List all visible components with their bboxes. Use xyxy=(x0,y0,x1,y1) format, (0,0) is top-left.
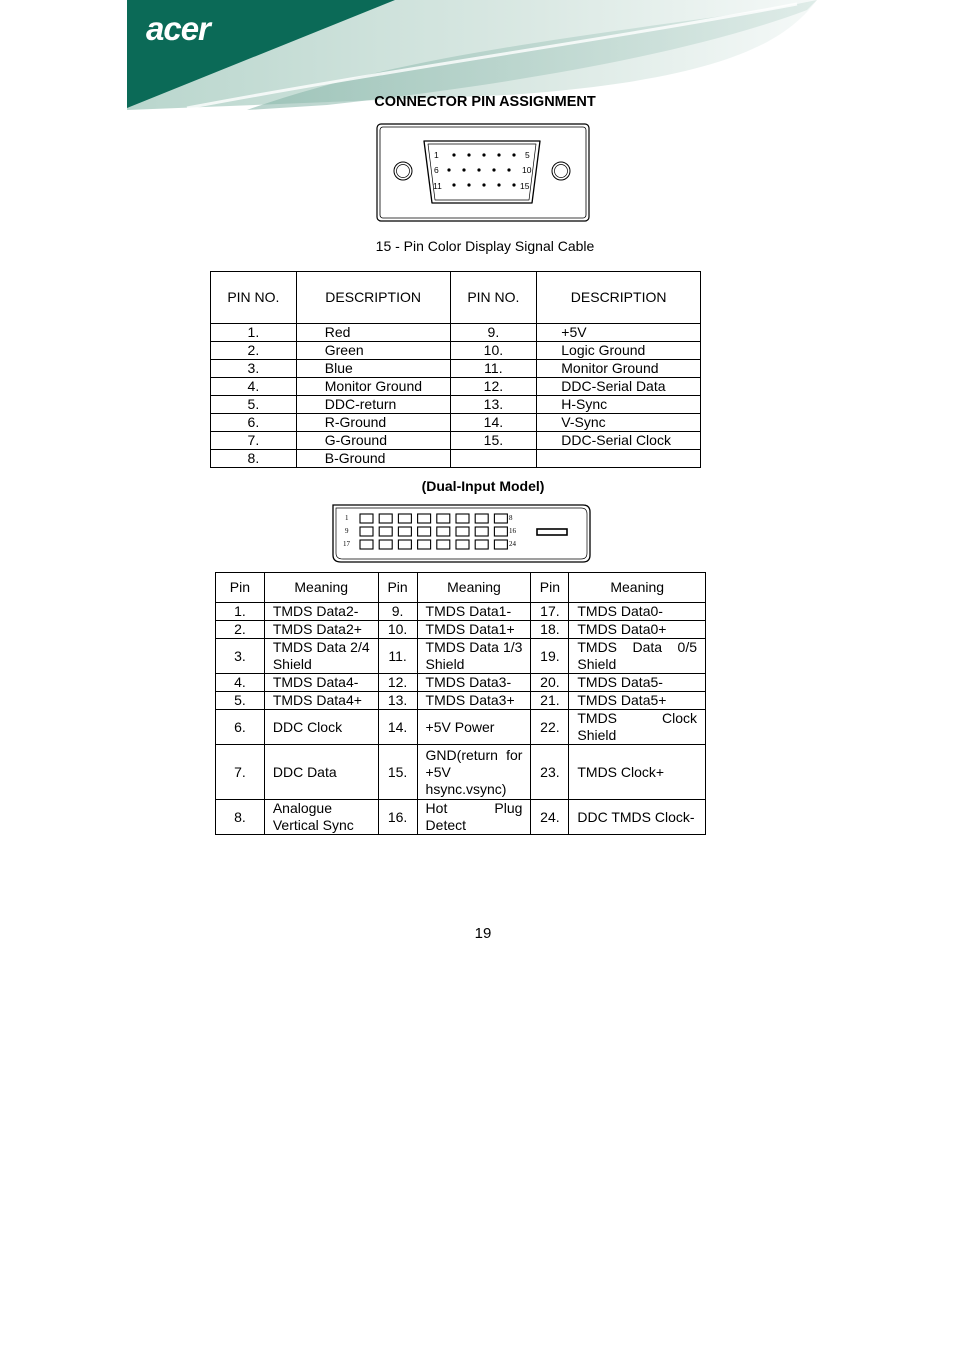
table-row xyxy=(216,692,706,710)
table-cell: 7. xyxy=(216,745,265,800)
table-row xyxy=(211,360,701,378)
table-cell: DDC-Serial Clock xyxy=(537,432,701,450)
table-cell: 2. xyxy=(216,621,265,639)
table-header-row xyxy=(211,272,701,324)
table-row xyxy=(216,710,706,745)
table-cell: 1. xyxy=(216,603,265,621)
table-cell: Red xyxy=(296,324,450,342)
table-cell: TMDS Data2+ xyxy=(264,621,378,639)
dvi-label-8: 8 xyxy=(509,514,513,522)
vga-label-1: 1 xyxy=(434,150,439,160)
table-row xyxy=(216,603,706,621)
table-cell: 12. xyxy=(450,378,537,396)
vga-pin xyxy=(462,168,465,171)
table-cell: R-Ground xyxy=(296,414,450,432)
vga-pin xyxy=(467,153,470,156)
table-cell: TMDS Data4- xyxy=(264,674,378,692)
header-cell: PIN NO. xyxy=(450,272,537,324)
header-cell: Meaning xyxy=(569,573,706,603)
vga-label-5: 5 xyxy=(525,150,530,160)
table-row xyxy=(216,621,706,639)
table-cell: Monitor Ground xyxy=(296,378,450,396)
vga-pin xyxy=(482,153,485,156)
table-cell: DDC Data xyxy=(264,745,378,800)
table-cell: DDC-return xyxy=(296,396,450,414)
vga-pin xyxy=(497,153,500,156)
table-cell: 14. xyxy=(450,414,537,432)
vga-label-11: 11 xyxy=(433,181,442,191)
table-cell: 4. xyxy=(211,378,297,396)
table-cell: Hot Plug Detect xyxy=(417,800,531,835)
table-cell: TMDS Data0+ xyxy=(569,621,706,639)
dual-input-caption: (Dual-Input Model) xyxy=(421,478,545,494)
table-cell: H-Sync xyxy=(537,396,701,414)
table-row xyxy=(216,674,706,692)
vga-label-10: 10 xyxy=(522,165,532,175)
vga-pin xyxy=(512,183,515,186)
header-cell: Pin xyxy=(531,573,569,603)
page-title: CONNECTOR PIN ASSIGNMENT xyxy=(374,94,596,110)
table-cell: TMDS Data 1/3 Shield xyxy=(417,639,531,674)
table-row xyxy=(216,639,706,674)
table-cell: GND(return for +5V hsync.vsync) xyxy=(417,745,531,800)
table-cell: DDC Clock xyxy=(264,710,378,745)
header-cell: Pin xyxy=(216,573,265,603)
table-cell: Green xyxy=(296,342,450,360)
table-row xyxy=(211,432,701,450)
table-cell: 5. xyxy=(211,396,297,414)
table-row xyxy=(216,800,706,835)
vga-pin xyxy=(467,183,470,186)
vga-label-15: 15 xyxy=(520,181,530,191)
table-cell: 9. xyxy=(450,324,537,342)
header-cell: DESCRIPTION xyxy=(537,272,701,324)
header-cell: Meaning xyxy=(417,573,531,603)
table-cell: 5. xyxy=(216,692,265,710)
vga-pin xyxy=(452,183,455,186)
table-cell: 13. xyxy=(450,396,537,414)
table-cell: 18. xyxy=(531,621,569,639)
table-row xyxy=(216,745,706,800)
table-cell: 21. xyxy=(531,692,569,710)
header-cell: Pin xyxy=(378,573,417,603)
table-cell: 3. xyxy=(211,360,297,378)
table-cell: 16. xyxy=(378,800,417,835)
table-cell: 19. xyxy=(531,639,569,674)
table-cell: 22. xyxy=(531,710,569,745)
table-cell: TMDS Data1- xyxy=(417,603,531,621)
table-cell: TMDS Data0- xyxy=(569,603,706,621)
table-cell: TMDS Data2- xyxy=(264,603,378,621)
table-cell: TMDS Data1+ xyxy=(417,621,531,639)
table-cell: 1. xyxy=(211,324,297,342)
table-cell: DDC-Serial Data xyxy=(537,378,701,396)
vga-pin xyxy=(507,168,510,171)
vga-pin xyxy=(447,168,450,171)
table-cell: 10. xyxy=(450,342,537,360)
header-cell: DESCRIPTION xyxy=(296,272,450,324)
dvi-label-17: 17 xyxy=(343,540,350,548)
table-cell: Monitor Ground xyxy=(537,360,701,378)
dvi-pin-table xyxy=(215,572,706,835)
table-cell: TMDS Clock+ xyxy=(569,745,706,800)
table-cell: V-Sync xyxy=(537,414,701,432)
vga-pin xyxy=(512,153,515,156)
table-cell: 13. xyxy=(378,692,417,710)
dvi-label-9: 9 xyxy=(345,527,349,535)
table-cell: 24. xyxy=(531,800,569,835)
table-cell: TMDS Data4+ xyxy=(264,692,378,710)
table-cell: 10. xyxy=(378,621,417,639)
dvi-connector-diagram xyxy=(331,503,593,565)
vga-pin xyxy=(477,168,480,171)
table-cell: 8. xyxy=(211,450,297,468)
acer-logo: acer xyxy=(146,10,210,47)
table-cell: TMDS Data5- xyxy=(569,674,706,692)
vga-pin xyxy=(497,183,500,186)
table-cell: 2. xyxy=(211,342,297,360)
table-cell: 7. xyxy=(211,432,297,450)
table-cell: TMDS Data5+ xyxy=(569,692,706,710)
header-cell: Meaning xyxy=(264,573,378,603)
table-cell: TMDS Data3- xyxy=(417,674,531,692)
vga-pin xyxy=(482,183,485,186)
table-cell: TMDS Data 2/4 Shield xyxy=(264,639,378,674)
vga-pin xyxy=(452,153,455,156)
table-row xyxy=(211,378,701,396)
header-cell: PIN NO. xyxy=(211,272,297,324)
table-cell: 3. xyxy=(216,639,265,674)
dvi-label-16: 16 xyxy=(509,527,516,535)
vga-caption: 15 - Pin Color Display Signal Cable xyxy=(375,238,595,254)
table-row xyxy=(211,414,701,432)
table-cell: 8. xyxy=(216,800,265,835)
dvi-label-24: 24 xyxy=(509,540,516,548)
table-cell: 20. xyxy=(531,674,569,692)
table-cell: 17. xyxy=(531,603,569,621)
table-cell: TMDS Data3+ xyxy=(417,692,531,710)
table-cell: B-Ground xyxy=(296,450,450,468)
table-header-row xyxy=(216,573,706,603)
table-cell: TMDS Clock Shield xyxy=(569,710,706,745)
table-cell: +5V xyxy=(537,324,701,342)
table-cell xyxy=(450,450,537,468)
table-cell: 23. xyxy=(531,745,569,800)
table-cell: 6. xyxy=(216,710,265,745)
table-cell: Logic Ground xyxy=(537,342,701,360)
table-row xyxy=(211,342,701,360)
table-cell: Analogue Vertical Sync xyxy=(264,800,378,835)
table-cell: 14. xyxy=(378,710,417,745)
dvi-label-1: 1 xyxy=(345,514,349,522)
vga-pin-table xyxy=(210,271,701,468)
vga-label-6: 6 xyxy=(434,165,439,175)
table-row xyxy=(211,324,701,342)
table-cell: 15. xyxy=(450,432,537,450)
table-cell: 9. xyxy=(378,603,417,621)
table-cell: TMDS Data 0/5 Shield xyxy=(569,639,706,674)
page-number: 19 xyxy=(474,925,492,942)
table-cell: 11. xyxy=(450,360,537,378)
table-cell: 15. xyxy=(378,745,417,800)
table-cell: 11. xyxy=(378,639,417,674)
table-cell xyxy=(537,450,701,468)
table-cell: +5V Power xyxy=(417,710,531,745)
table-cell: Blue xyxy=(296,360,450,378)
table-cell: DDC TMDS Clock- xyxy=(569,800,706,835)
vga-connector-diagram xyxy=(376,123,590,223)
table-row xyxy=(211,396,701,414)
table-cell: 12. xyxy=(378,674,417,692)
table-cell: G-Ground xyxy=(296,432,450,450)
table-row xyxy=(211,450,701,468)
vga-pin xyxy=(492,168,495,171)
table-cell: 4. xyxy=(216,674,265,692)
table-cell: 6. xyxy=(211,414,297,432)
